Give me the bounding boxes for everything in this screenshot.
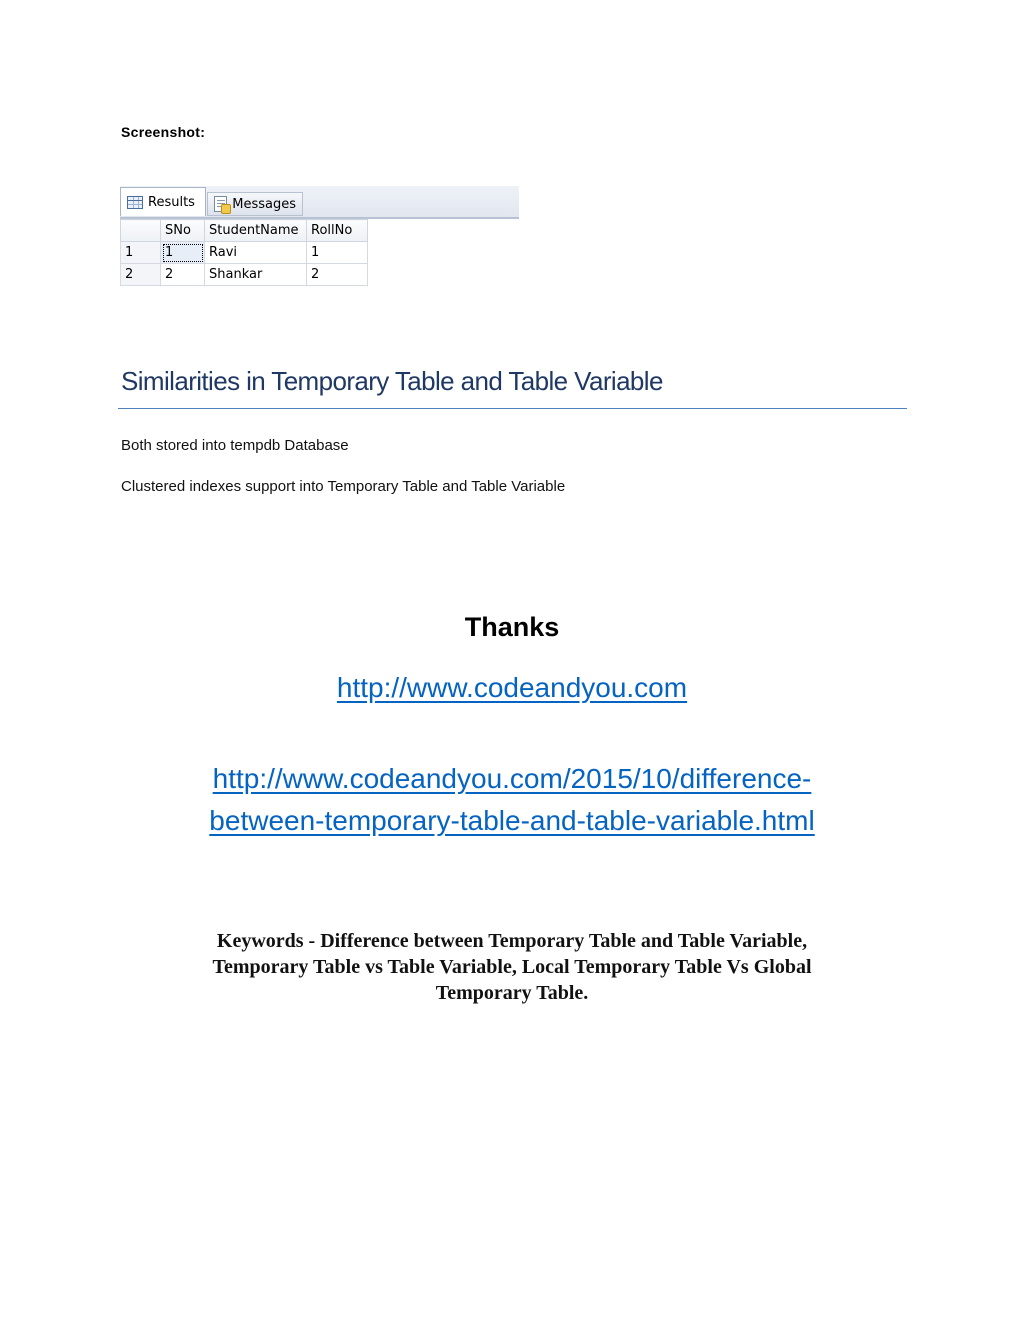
column-header-studentname[interactable]: StudentName — [205, 220, 307, 242]
keywords-line: Keywords - Difference between Temporary Table and Table Variable, — [216, 930, 808, 952]
article-link-line-2[interactable]: between-temporary-table-and-table-variable.html — [209, 805, 815, 836]
cell-rollno[interactable]: 1 — [307, 242, 368, 264]
table-row — [121, 264, 368, 286]
section-heading: Similarities in Temporary Table and Table Variable — [121, 366, 663, 396]
results-tab-bar — [120, 186, 519, 219]
cell-sno[interactable]: 1 — [161, 242, 205, 264]
keywords-block — [150, 928, 874, 1006]
messages-icon — [214, 196, 227, 212]
grid-header-row — [121, 220, 368, 242]
tab-results-label: Results — [148, 194, 195, 210]
tab-messages[interactable] — [207, 192, 303, 216]
column-header-rollno[interactable]: RollNo — [307, 220, 368, 242]
cell-studentname[interactable]: Ravi — [205, 242, 307, 264]
thanks-heading: Thanks — [464, 612, 560, 642]
keywords-line: Temporary Table. — [435, 982, 589, 1004]
cell-studentname[interactable]: Shankar — [205, 264, 307, 286]
grid-icon — [127, 196, 143, 209]
cell-sno[interactable]: 2 — [161, 264, 205, 286]
cell-rollno[interactable]: 2 — [307, 264, 368, 286]
results-panel — [120, 186, 519, 292]
table-row — [121, 242, 368, 264]
keywords-line: Temporary Table vs Table Variable, Local Temporary Table Vs Global — [212, 956, 812, 978]
row-number[interactable]: 1 — [121, 242, 161, 264]
row-number[interactable]: 2 — [121, 264, 161, 286]
heading-divider — [118, 408, 907, 409]
article-link-line-1[interactable]: http://www.codeandyou.com/2015/10/difference- — [212, 763, 812, 794]
screenshot-label: Screenshot: — [121, 124, 206, 140]
results-grid — [120, 219, 368, 286]
body-text-line: Both stored into tempdb Database — [121, 437, 349, 454]
body-text-line: Clustered indexes support into Temporary Table and Table Variable — [121, 478, 566, 495]
grid-corner[interactable] — [121, 220, 161, 242]
column-header-sno[interactable]: SNo — [161, 220, 205, 242]
tab-results[interactable] — [120, 187, 206, 216]
home-link[interactable]: http://www.codeandyou.com — [336, 672, 688, 703]
tab-messages-label: Messages — [232, 196, 296, 212]
